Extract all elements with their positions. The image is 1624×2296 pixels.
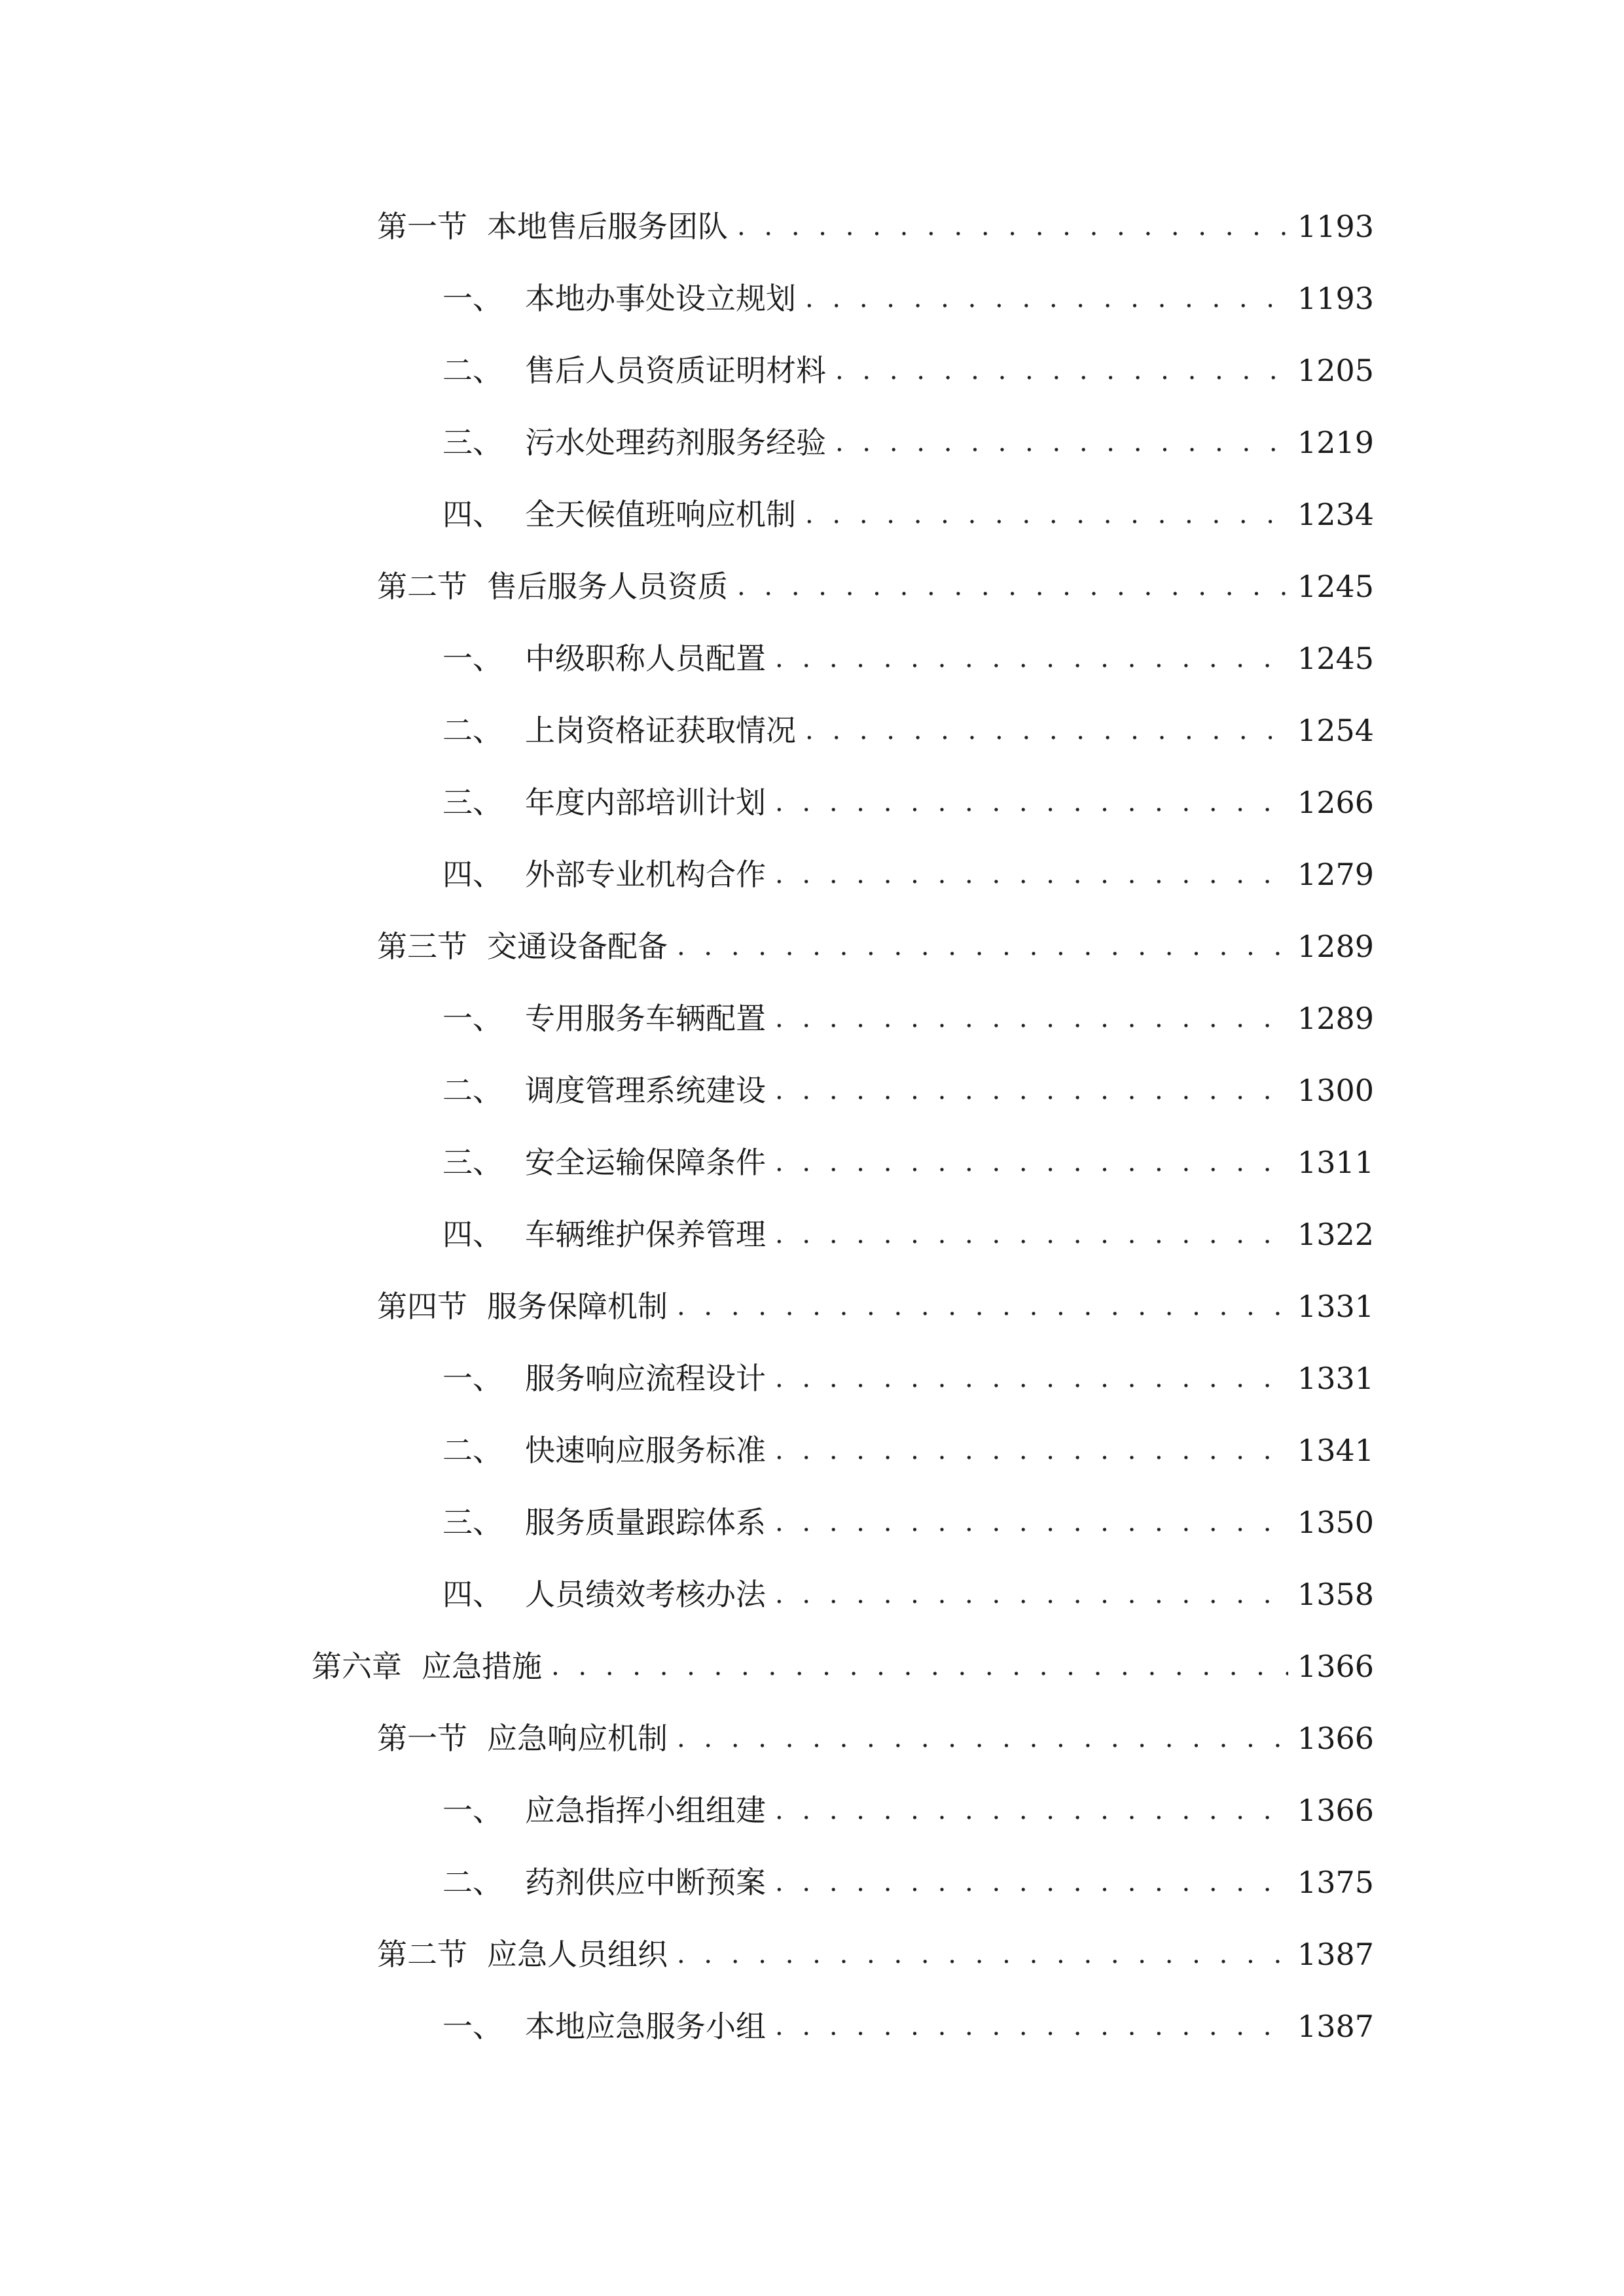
- toc-entry-page: 1279: [1297, 857, 1374, 892]
- toc-entry-title: 服务响应流程设计: [525, 1361, 766, 1396]
- toc-dot-leader: [775, 1359, 1288, 1398]
- toc-entry-prefix: 四、: [442, 497, 503, 532]
- toc-entry-title: 污水处理药剂服务经验: [525, 425, 826, 460]
- toc-entry-page: 1350: [1297, 1505, 1374, 1540]
- toc-entry-subsection[interactable]: [442, 482, 1374, 534]
- toc-entry-page: 1300: [1297, 1073, 1374, 1108]
- toc-entry-page: 1387: [1297, 2009, 1374, 2044]
- toc-dot-leader: [805, 495, 1288, 534]
- toc-entry-title: 服务质量跟踪体系: [525, 1505, 766, 1540]
- toc-dot-leader: [677, 927, 1288, 966]
- toc-entry-title: 年度内部培训计划: [525, 785, 766, 820]
- toc-entry-title: 应急人员组织: [487, 1937, 668, 1972]
- toc-entry-title: 调度管理系统建设: [525, 1073, 766, 1108]
- toc-entry-section[interactable]: [377, 194, 1374, 246]
- toc-entry-prefix: 第六章: [312, 1649, 402, 1684]
- toc-entry-subsection[interactable]: [442, 770, 1374, 822]
- toc-entry-section[interactable]: [377, 1922, 1374, 1974]
- toc-entry-prefix: 第一节: [377, 209, 467, 244]
- toc-entry-title: 中级职称人员配置: [525, 641, 766, 676]
- toc-dot-leader: [805, 279, 1288, 318]
- toc-entry-subsection[interactable]: [442, 338, 1374, 390]
- toc-entry-title: 外部专业机构合作: [525, 857, 766, 892]
- toc-entry-page: 1331: [1297, 1361, 1374, 1396]
- toc-entry-subsection[interactable]: [442, 1994, 1374, 2046]
- toc-entry-subsection[interactable]: [442, 1202, 1374, 1254]
- toc-entry-page: 1341: [1297, 1433, 1374, 1468]
- toc-dot-leader: [677, 1935, 1288, 1974]
- toc-entry-page: 1358: [1297, 1577, 1374, 1612]
- toc-entry-prefix: 三、: [442, 425, 503, 460]
- toc-entry-title: 本地办事处设立规划: [525, 281, 796, 316]
- toc-entry-title: 本地售后服务团队: [487, 209, 728, 244]
- toc-entry-title: 快速响应服务标准: [525, 1433, 766, 1468]
- toc-entry-prefix: 一、: [442, 1793, 503, 1828]
- toc-dot-leader: [677, 1287, 1288, 1326]
- toc-entry-prefix: 二、: [442, 353, 503, 388]
- toc-entry-prefix: 一、: [442, 1001, 503, 1036]
- toc-dot-leader: [775, 1071, 1288, 1110]
- toc-entry-prefix: 一、: [442, 1361, 503, 1396]
- toc-entry-title: 药剂供应中断预案: [525, 1865, 766, 1900]
- toc-dot-leader: [775, 1431, 1288, 1470]
- toc-entry-chapter[interactable]: [312, 1634, 1374, 1686]
- toc-dot-leader: [775, 999, 1288, 1038]
- toc-entry-page: 1366: [1297, 1721, 1374, 1756]
- toc-entry-page: 1234: [1297, 497, 1374, 532]
- toc-entry-subsection[interactable]: [442, 1562, 1374, 1614]
- toc-entry-page: 1289: [1297, 1001, 1374, 1036]
- toc-dot-leader: [737, 567, 1288, 606]
- toc-dot-leader: [835, 423, 1288, 462]
- toc-entry-page: 1205: [1297, 353, 1374, 388]
- toc-entry-section[interactable]: [377, 554, 1374, 606]
- toc-entry-page: 1366: [1297, 1793, 1374, 1828]
- toc-entry-prefix: 四、: [442, 857, 503, 892]
- toc-entry-subsection[interactable]: [442, 1490, 1374, 1542]
- toc-entry-prefix: 第二节: [377, 1937, 467, 1972]
- toc-dot-leader: [805, 711, 1288, 750]
- toc-entry-prefix: 第三节: [377, 929, 467, 964]
- toc-entry-page: 1289: [1297, 929, 1374, 964]
- toc-entry-title: 售后人员资质证明材料: [525, 353, 826, 388]
- toc-entry-title: 安全运输保障条件: [525, 1145, 766, 1180]
- toc-entry-page: 1245: [1297, 641, 1374, 676]
- toc-entry-page: 1322: [1297, 1217, 1374, 1252]
- toc-entry-prefix: 一、: [442, 641, 503, 676]
- toc-entry-subsection[interactable]: [442, 1058, 1374, 1110]
- toc-entry-page: 1375: [1297, 1865, 1374, 1900]
- toc-entry-subsection[interactable]: [442, 1850, 1374, 1902]
- toc-entry-title: 专用服务车辆配置: [525, 1001, 766, 1036]
- toc-entry-page: 1254: [1297, 713, 1374, 748]
- toc-entry-prefix: 第一节: [377, 1721, 467, 1756]
- toc-dot-leader: [835, 351, 1288, 390]
- toc-entry-title: 全天候值班响应机制: [525, 497, 796, 532]
- toc-entry-prefix: 三、: [442, 1505, 503, 1540]
- toc-entry-title: 应急指挥小组组建: [525, 1793, 766, 1828]
- toc-entry-prefix: 一、: [442, 281, 503, 316]
- toc-entry-page: 1266: [1297, 785, 1374, 820]
- toc-entry-page: 1331: [1297, 1289, 1374, 1324]
- toc-entry-subsection[interactable]: [442, 626, 1374, 678]
- toc-entry-page: 1219: [1297, 425, 1374, 460]
- toc-entry-subsection[interactable]: [442, 410, 1374, 462]
- toc-dot-leader: [775, 855, 1288, 894]
- toc-entry-subsection[interactable]: [442, 1346, 1374, 1398]
- toc-entry-section[interactable]: [377, 1706, 1374, 1758]
- toc-entry-section[interactable]: [377, 1274, 1374, 1326]
- toc-dot-leader: [775, 1791, 1288, 1830]
- toc-entry-prefix: 二、: [442, 1433, 503, 1468]
- toc-entry-page: 1366: [1297, 1649, 1374, 1684]
- toc-entry-subsection[interactable]: [442, 986, 1374, 1038]
- toc-entry-title: 本地应急服务小组: [525, 2009, 766, 2044]
- toc-entry-page: 1245: [1297, 569, 1374, 604]
- toc-entry-title: 上岗资格证获取情况: [525, 713, 796, 748]
- toc-dot-leader: [775, 2007, 1288, 2046]
- toc-entry-subsection[interactable]: [442, 1418, 1374, 1470]
- toc-dot-leader: [775, 1575, 1288, 1614]
- toc-dot-leader: [775, 1503, 1288, 1542]
- toc-entry-prefix: 一、: [442, 2009, 503, 2044]
- toc-entry-prefix: 第二节: [377, 569, 467, 604]
- toc-entry-page: 1193: [1297, 281, 1374, 316]
- toc-dot-leader: [551, 1647, 1288, 1686]
- toc-dot-leader: [677, 1719, 1288, 1758]
- toc-entry-prefix: 二、: [442, 713, 503, 748]
- toc-dot-leader: [775, 783, 1288, 822]
- toc-entry-title: 人员绩效考核办法: [525, 1577, 766, 1612]
- toc-entry-prefix: 四、: [442, 1577, 503, 1612]
- toc-entry-section[interactable]: [377, 914, 1374, 966]
- toc-entry-title: 交通设备配备: [487, 929, 668, 964]
- toc-entry-title: 服务保障机制: [487, 1289, 668, 1324]
- toc-entry-subsection[interactable]: [442, 266, 1374, 318]
- toc-entry-prefix: 二、: [442, 1073, 503, 1108]
- toc-dot-leader: [737, 207, 1288, 246]
- toc-dot-leader: [775, 1863, 1288, 1902]
- toc-entry-prefix: 第四节: [377, 1289, 467, 1324]
- toc-dot-leader: [775, 639, 1288, 678]
- toc-dot-leader: [775, 1143, 1288, 1182]
- toc-entry-subsection[interactable]: [442, 698, 1374, 750]
- toc-entry-page: 1387: [1297, 1937, 1374, 1972]
- toc-entry-title: 售后服务人员资质: [487, 569, 728, 604]
- toc-entry-page: 1193: [1297, 209, 1374, 244]
- toc-entry-prefix: 四、: [442, 1217, 503, 1252]
- toc-entry-title: 应急响应机制: [487, 1721, 668, 1756]
- toc-entry-prefix: 二、: [442, 1865, 503, 1900]
- toc-entry-title: 车辆维护保养管理: [525, 1217, 766, 1252]
- toc-dot-leader: [775, 1215, 1288, 1254]
- toc-entry-prefix: 三、: [442, 1145, 503, 1180]
- toc-entry-subsection[interactable]: [442, 842, 1374, 894]
- toc-entry-page: 1311: [1297, 1145, 1374, 1180]
- toc-entry-title: 应急措施: [422, 1649, 542, 1684]
- toc-entry-subsection[interactable]: [442, 1130, 1374, 1182]
- toc-entry-subsection[interactable]: [442, 1778, 1374, 1830]
- toc-entry-prefix: 三、: [442, 785, 503, 820]
